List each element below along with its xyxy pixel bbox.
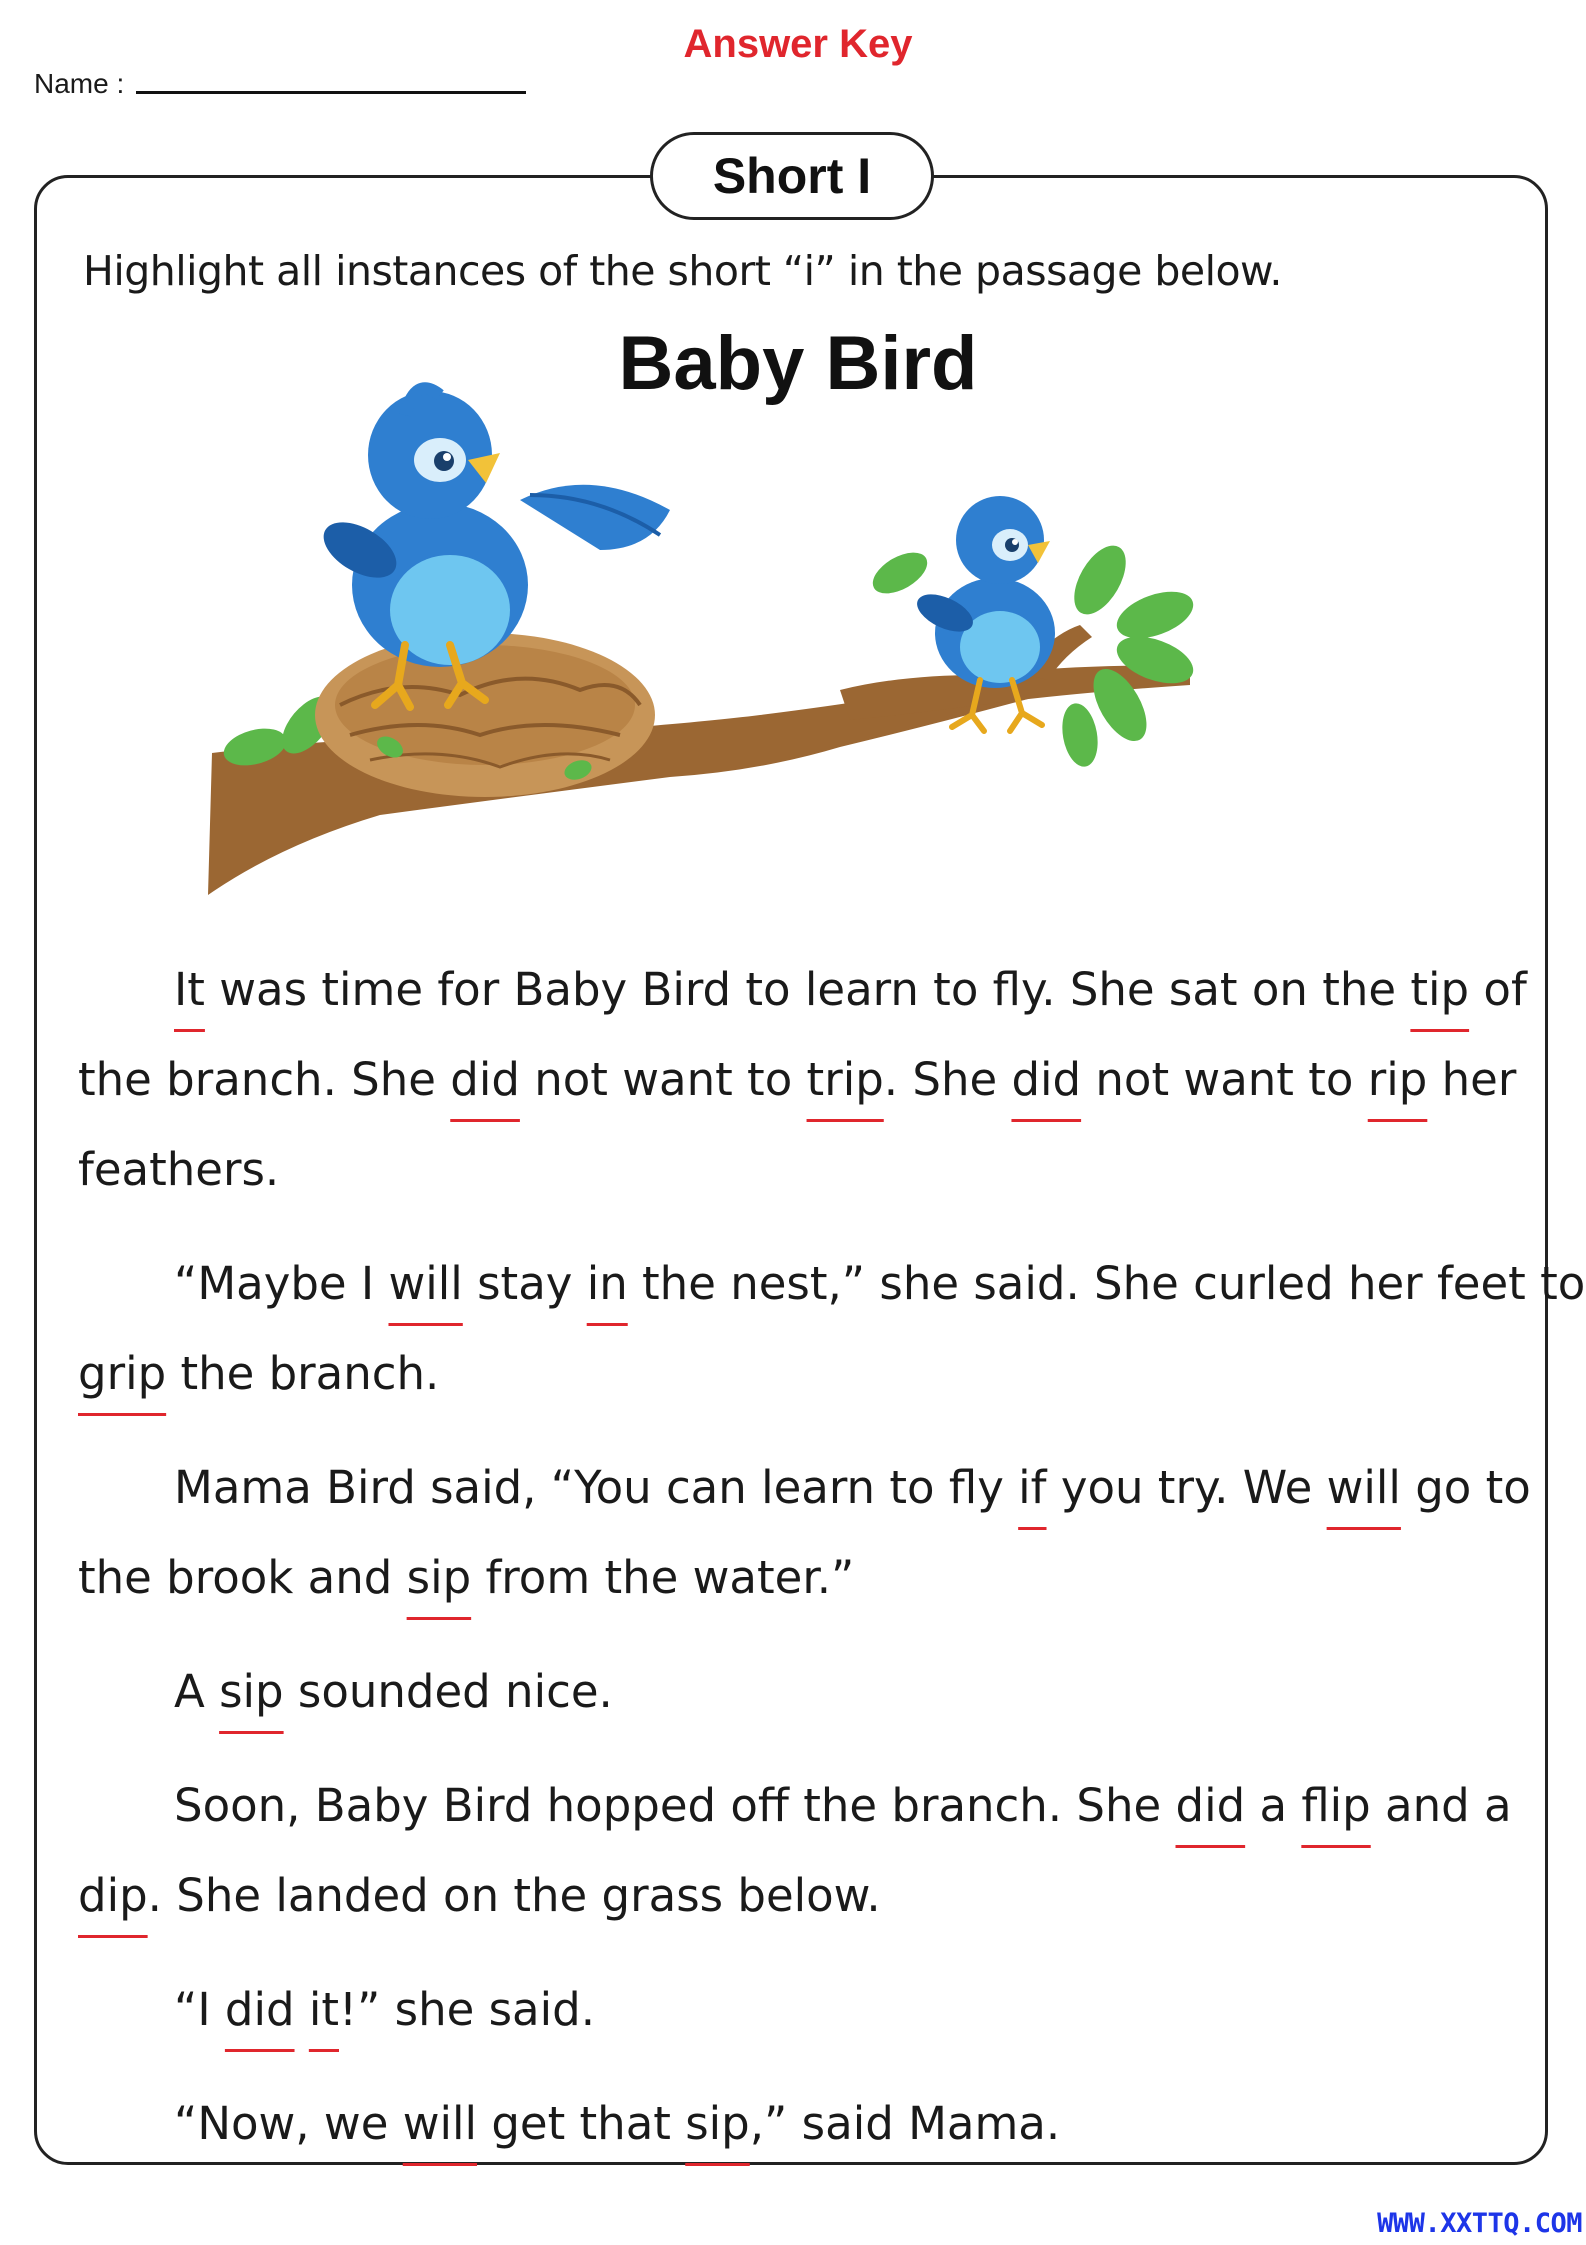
passage-text: you try. We [1046, 1461, 1327, 1514]
paragraph-gap [78, 2055, 1518, 2079]
passage-text: !” she said. [339, 1983, 596, 2036]
passage-text: feathers. [78, 1143, 280, 1196]
paragraph-gap [78, 1419, 1518, 1443]
short-i-word: it [308, 1983, 339, 2036]
short-i-word: sip [685, 2097, 750, 2150]
name-label: Name : [34, 68, 125, 99]
short-i-word: rip [1367, 1053, 1428, 1106]
paragraph-gap [78, 1941, 1518, 1965]
paragraph-gap [78, 1215, 1518, 1239]
passage-text: the branch. She [78, 1053, 451, 1106]
passage-text: was time for Baby Bird to learn to fly. She sat on the [204, 963, 1411, 1016]
passage-text: Mama Bird said, “You can learn to fly [174, 1461, 1019, 1514]
passage-text: “Maybe I [174, 1257, 389, 1310]
short-i-word: did [1011, 1053, 1082, 1106]
passage-text: sounded nice. [283, 1665, 613, 1718]
passage-text: the branch. [166, 1347, 440, 1400]
short-i-word: if [1018, 1461, 1047, 1514]
passage-text: . She landed on the grass below. [147, 1869, 881, 1922]
short-i-word: did [1175, 1779, 1246, 1832]
topic-label: Short I [712, 148, 872, 204]
short-i-word: dip [78, 1869, 148, 1922]
short-i-word: sip [406, 1551, 472, 1604]
passage-text: “Now, we [174, 2097, 403, 2150]
short-i-word: grip [78, 1347, 167, 1400]
passage-paragraph [78, 1761, 1518, 1941]
passage-text: and a [1370, 1779, 1512, 1832]
passage-text: “I [174, 1983, 225, 2036]
passage-line [78, 1965, 1518, 2055]
short-i-word: flip [1301, 1779, 1371, 1832]
passage-paragraph [78, 1239, 1586, 1419]
name-blank-line [136, 91, 526, 94]
topic-badge [650, 132, 934, 220]
passage-paragraph [78, 1647, 1518, 1737]
story-passage [78, 945, 1586, 2169]
passage-text: get that [477, 2097, 686, 2150]
site-watermark: WWW.XXTTQ.COM [1377, 2208, 1582, 2239]
paragraph-gap [78, 1623, 1518, 1647]
short-i-word: will [388, 1257, 463, 1310]
paragraph-gap [78, 1737, 1518, 1761]
passage-text: from the water.” [471, 1551, 855, 1604]
bird-nest-illustration [200, 375, 1380, 915]
answer-key-label: Answer Key [683, 22, 913, 66]
short-i-word: tip [1410, 963, 1470, 1016]
short-i-word: in [586, 1257, 628, 1310]
short-i-word: sip [219, 1665, 284, 1718]
short-i-word: will [1326, 1461, 1401, 1514]
passage-line [78, 1443, 1531, 1533]
short-i-word: did [224, 1983, 295, 2036]
passage-line [78, 1647, 1518, 1737]
passage-text: Soon, Baby Bird hopped off the branch. She [174, 1779, 1176, 1832]
passage-line [78, 1239, 1586, 1329]
passage-paragraph [78, 945, 1527, 1215]
passage-text: of [1469, 963, 1527, 1016]
passage-text: stay [462, 1257, 587, 1310]
nest-image [315, 633, 655, 797]
passage-line [78, 945, 1527, 1035]
passage-text: a [1245, 1779, 1302, 1832]
short-i-word: did [450, 1053, 520, 1106]
passage-text: . She [883, 1053, 1012, 1106]
passage-text: the brook and [78, 1551, 407, 1604]
passage-paragraph [78, 1443, 1531, 1623]
passage-text [295, 1983, 309, 2036]
passage-text: go to [1400, 1461, 1531, 1514]
passage-line [78, 1533, 1518, 1623]
passage-text: ,” said Mama. [749, 2097, 1061, 2150]
passage-line [78, 1035, 1518, 1125]
short-i-word: trip [806, 1053, 884, 1106]
passage-text: her [1427, 1053, 1517, 1106]
instruction-text: Highlight all instances of the short “i” in the passage below. [83, 247, 1282, 295]
passage-text: the nest,” she said. She curled her feet to [627, 1257, 1586, 1310]
passage-paragraph [78, 2079, 1518, 2169]
passage-text: A [174, 1665, 220, 1718]
passage-text: not want to [1081, 1053, 1368, 1106]
passage-text: not want to [519, 1053, 807, 1106]
short-i-word: will [402, 2097, 478, 2150]
short-i-word: It [174, 963, 205, 1016]
passage-line [78, 1851, 1518, 1941]
passage-line [78, 1761, 1518, 1851]
story-title: Baby Bird [618, 321, 978, 406]
passage-line [78, 1125, 1518, 1215]
passage-line [78, 1329, 1518, 1419]
passage-line [78, 2079, 1518, 2169]
passage-paragraph [78, 1965, 1518, 2055]
